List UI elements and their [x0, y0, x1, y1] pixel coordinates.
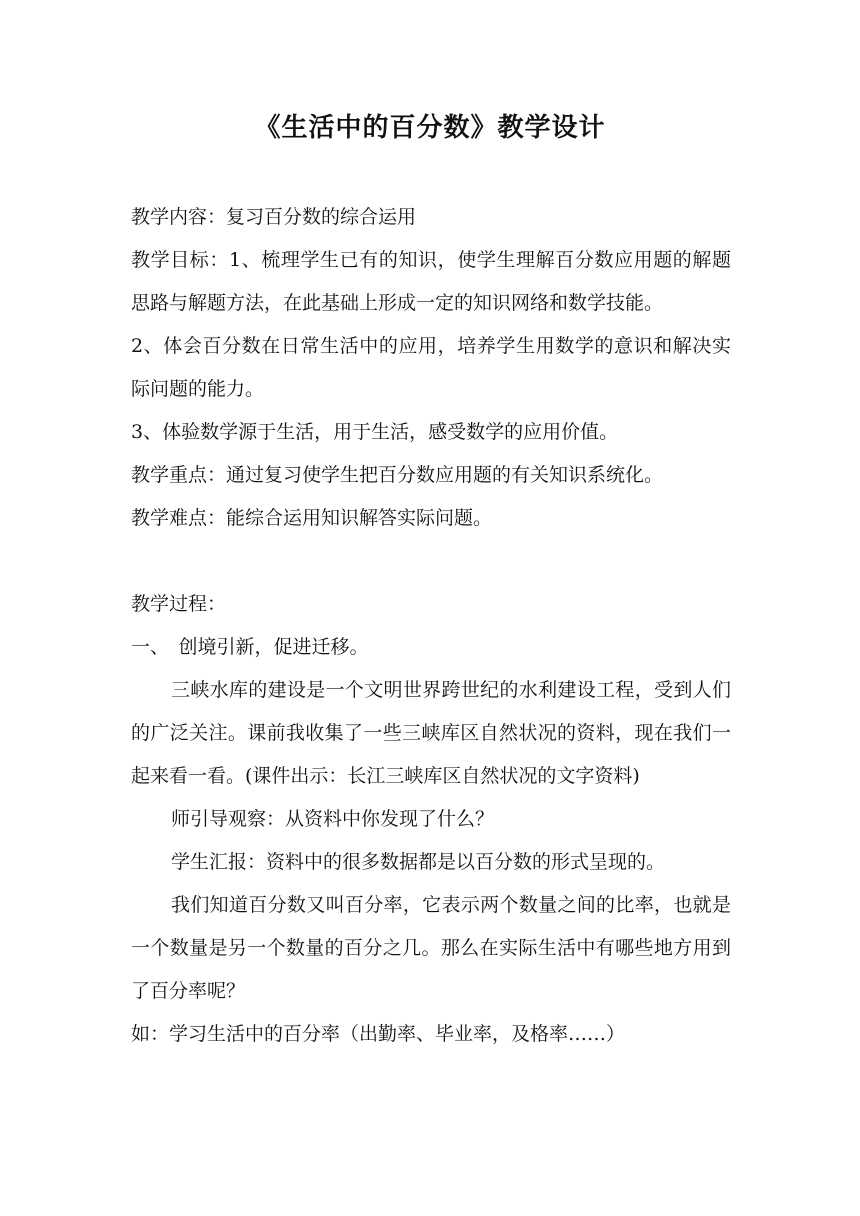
paragraph-teaching-process-heading: 教学过程：: [131, 593, 227, 615]
paragraph-teaching-key-point: 教学重点：通过复习使学生把百分数应用题的有关知识系统化。: [131, 464, 664, 486]
paragraph-teaching-difficulty: 教学难点：能综合运用知识解答实际问题。: [131, 507, 493, 529]
paragraph-three-gorges-intro: 三峡水库的建设是一个文明世界跨世纪的水利建设工程，受到人们的广泛关注。课前我收集了一些三峡库区自然状况的资料，现在我们一起来看一看。(课件出示：长江三峡库区自然状况的文字资料): [131, 679, 731, 787]
paragraph-student-report: 学生汇报：资料中的很多数据都是以百分数的形式呈现的。: [171, 851, 666, 873]
document-title: 《生活中的百分数》教学设计: [254, 113, 606, 143]
paragraph-teaching-goal-2: 2、体会百分数在日常生活中的应用，培养学生用数学的意识和解决实际问题的能力。: [131, 335, 731, 400]
blank-line: [131, 540, 731, 583]
paragraph-teacher-guide: 师引导观察：从资料中你发现了什么？: [171, 808, 495, 830]
paragraph-teaching-goal-1: 教学目标：1、梳理学生已有的知识，使学生理解百分数应用题的解题思路与解题方法，在此基础上形成一定的知识网络和数学技能。: [131, 249, 731, 314]
paragraph-percentage-explanation: 我们知道百分数又叫百分率，它表示两个数量之间的比率，也就是一个数量是另一个数量的百分之几。那么在实际生活中有哪些地方用到了百分率呢？: [131, 894, 731, 1002]
paragraph-example: 如：学习生活中的百分率（出勤率、毕业率，及格率……）: [131, 1023, 626, 1045]
paragraph-section-one-heading: 一、 创境引新，促进迁移。: [131, 636, 369, 658]
document-body: [131, 196, 731, 1056]
paragraph-teaching-content: 教学内容：复习百分数的综合运用: [131, 206, 417, 228]
paragraph-teaching-goal-3: 3、体验数学源于生活，用于生活，感受数学的应用价值。: [131, 421, 619, 443]
